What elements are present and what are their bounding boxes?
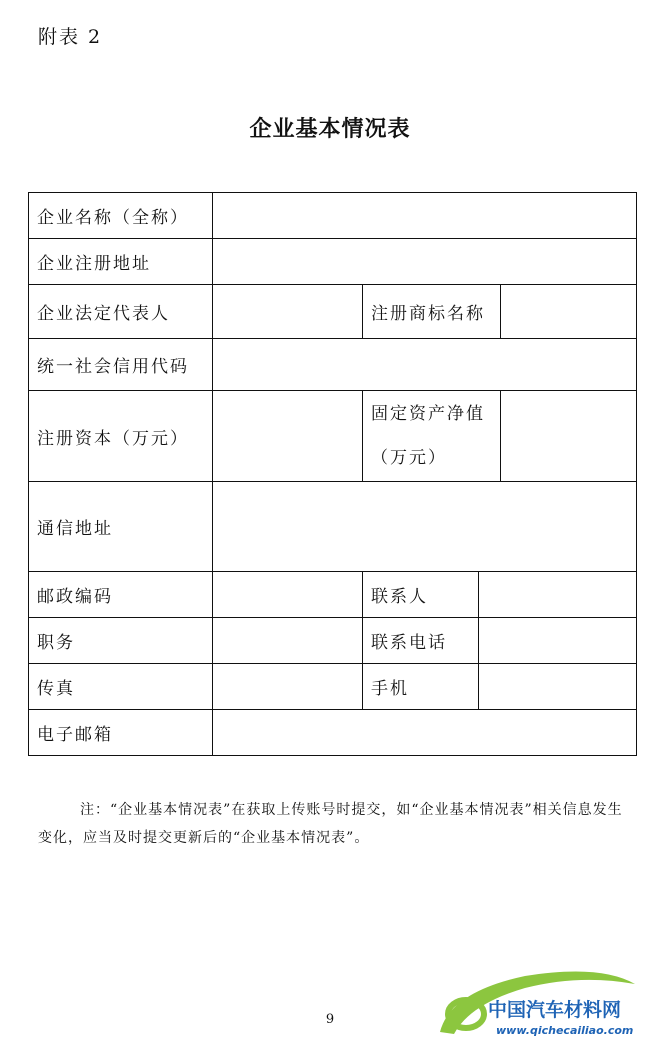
contact-person-label: 联系人: [363, 572, 479, 618]
table-row: [29, 618, 637, 664]
trademark-field[interactable]: [501, 285, 637, 339]
registered-capital-field[interactable]: [213, 391, 363, 482]
fixed-assets-label: [363, 391, 501, 482]
postal-code-field[interactable]: [213, 572, 363, 618]
page-number: 9: [325, 1012, 335, 1027]
mobile-label: 手机: [363, 664, 479, 710]
table-row: [29, 339, 637, 391]
table-row: [29, 193, 637, 239]
table-row: [29, 285, 637, 339]
fixed-assets-label-line1: 固定资产净值: [371, 404, 485, 424]
watermark-logo: [430, 962, 660, 1042]
table-row: [29, 482, 637, 572]
email-field[interactable]: [213, 710, 637, 756]
company-name-field[interactable]: [213, 193, 637, 239]
watermark-url: www.qichecailiao.com: [496, 1024, 634, 1037]
registered-capital-label: 注册资本（万元）: [29, 391, 213, 482]
page-title: 企业基本情况表: [249, 117, 411, 142]
credit-code-label: 统一社会信用代码: [29, 339, 213, 391]
table-row: [29, 664, 637, 710]
watermark-site-name: 中国汽车材料网: [488, 999, 622, 1021]
fixed-assets-label-line2: （万元）: [371, 448, 447, 468]
phone-label: 联系电话: [363, 618, 479, 664]
mailing-address-field[interactable]: [213, 482, 637, 572]
mailing-address-label: 通信地址: [29, 482, 213, 572]
mobile-field[interactable]: [479, 664, 637, 710]
phone-field[interactable]: [479, 618, 637, 664]
company-info-form: [28, 192, 637, 756]
email-label: 电子邮箱: [29, 710, 213, 756]
fixed-assets-field[interactable]: [501, 391, 637, 482]
table-row: [29, 572, 637, 618]
table-row: [29, 391, 637, 482]
company-name-label: 企业名称（全称）: [29, 193, 213, 239]
postal-code-label: 邮政编码: [29, 572, 213, 618]
table-row: [29, 710, 637, 756]
table-row: [29, 239, 637, 285]
credit-code-field[interactable]: [213, 339, 637, 391]
position-field[interactable]: [213, 618, 363, 664]
legal-rep-field[interactable]: [213, 285, 363, 339]
fax-field[interactable]: [213, 664, 363, 710]
legal-rep-label: 企业法定代表人: [29, 285, 213, 339]
position-label: 职务: [29, 618, 213, 664]
contact-person-field[interactable]: [479, 572, 637, 618]
registered-address-label: 企业注册地址: [29, 239, 213, 285]
registered-address-field[interactable]: [213, 239, 637, 285]
footnote: 注：“企业基本情况表”在获取上传账号时提交，如“企业基本情况表”相关信息发生变化，应当及时提交更新后的“企业基本情况表”。: [38, 802, 623, 846]
attachment-label: 附表 2: [38, 26, 103, 48]
trademark-label: 注册商标名称: [363, 285, 501, 339]
fax-label: 传真: [29, 664, 213, 710]
